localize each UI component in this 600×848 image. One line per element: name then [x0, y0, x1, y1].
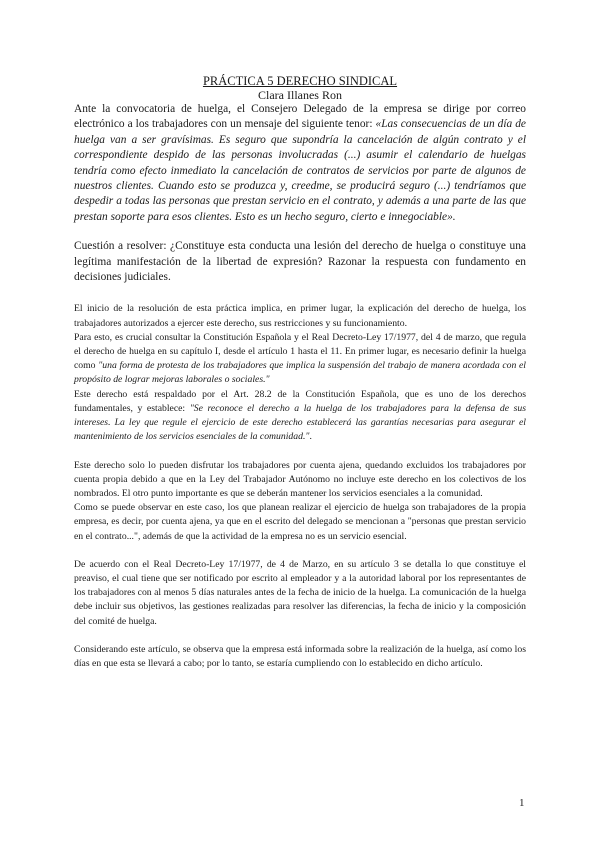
document-title: PRÁCTICA 5 DERECHO SINDICAL [202, 74, 398, 88]
p2-quote: "una forma de protesta de los trabajadores que implica la suspensión del trabajo de manera acordada con el propósito de lograr mejoras laborales o sociales." [74, 360, 526, 386]
body-paragraph-6: De acuerdo con el Real Decreto-Ley 17/1977, de 4 de Marzo, en su artículo 3 se detalla lo que constituye el preaviso, el cual tiene que ser notificado por escrito al empleador y a la autoridad laboral por los representantes de los trabajadores con al menos 5 días naturales antes de la fecha de inicio de la huelga. La comunicación de la huelga debe incluir sus objetivos, las gestiones realizadas para resolver las diferencias, la fecha de inicio y la composición del comité de huelga. [74, 558, 526, 627]
document-author: Clara Illanes Ron [258, 88, 342, 102]
p2-text: Para esto, es crucial consultar la Constitución Española y el Real Decreto-Ley 17/1977, del 4 de marzo, que regula el derecho de huelga en su capítulo I, desde el artículo 1 hasta el 11. En primer lugar, es necesario definir la huelga como [74, 331, 526, 372]
body-paragraph-2 [74, 331, 526, 388]
body-paragraph-3 [74, 388, 526, 445]
intro-paragraph [74, 102, 526, 225]
p3-end: . [309, 431, 312, 443]
intro-text: Ante la convocatoria de huelga, el Consejero Delegado de la empresa se dirige por correo electrónico a los trabajadores con un mensaje del siguiente tenor: [74, 103, 526, 131]
document-page [74, 74, 526, 671]
question-paragraph: Cuestión a resolver: ¿Constituye esta conducta una lesión del derecho de huelga o constituye una legítima manifestación de la libertad de expresión? Razonar la respuesta con fundamento en decisiones judiciales. [74, 240, 526, 284]
p3-text: Este derecho está respaldado por el Art. 28.2 de la Constitución Española, que es uno de los derechos fundamentales, y establece: [74, 388, 526, 414]
body-paragraph-5: Como se puede observar en este caso, los que planean realizar el ejercicio de huelga son trabajadores de la propia empresa, es decir, por cuenta ajena, ya que en el escrito del delegado se mencionan a "personas que prestan servicio en el contrato...", además de que la actividad de la empresa no es un servicio esencial. [74, 502, 526, 542]
body-paragraph-4: Este derecho solo lo pueden disfrutar los trabajadores por cuenta ajena, quedando excluidos los trabajadores por cuenta propia debido a que en la Ley del Trabajador Autónomo no incluye este derecho en los colectivos de los nombrados. El otro punto importante es que se deberán mantener los servicios esenciales a la comunidad. [74, 459, 526, 499]
intro-quote: «Las consecuencias de un día de huelga van a ser gravísimas. Es seguro que supondría la cancelación de algún contrato y el correspondiente despido de las personas involucradas (...) asumir el calendario de huelgas tendría como efecto inmediato la cancelación de contratos de servicios por parte de algunos de nuestros clientes. Cuando esto se produzca y, creedme, se producirá seguro (...) tendríamos que despedir a todas las personas que prestan servicio en el contrato, y además a una parte de las que prestan soporte para esos clientes. Esto es un hecho seguro, cierto e innegociable». [74, 118, 526, 223]
page-number: 1 [519, 797, 525, 809]
body-paragraph-7: Considerando este artículo, se observa que la empresa está informada sobre la realización de la huelga, así como los días en que esta se llevará a cabo; por lo tanto, se estaría cumpliendo con lo establecido en dicho artículo. [74, 643, 526, 669]
body-paragraph-1: El inicio de la resolución de esta práctica implica, en primer lugar, la explicación del derecho de huelga, los trabajadores autorizados a ejercer este derecho, sus restricciones y su funcionamiento. [74, 303, 526, 329]
p3-quote: "Se reconoce el derecho a la huelga de los trabajadores para la defensa de sus intereses. La ley que regule el ejercicio de este derecho establecerá las garantías necesarias para asegurar el mantenimiento de los servicios esenciales de la comunidad." [74, 402, 526, 443]
